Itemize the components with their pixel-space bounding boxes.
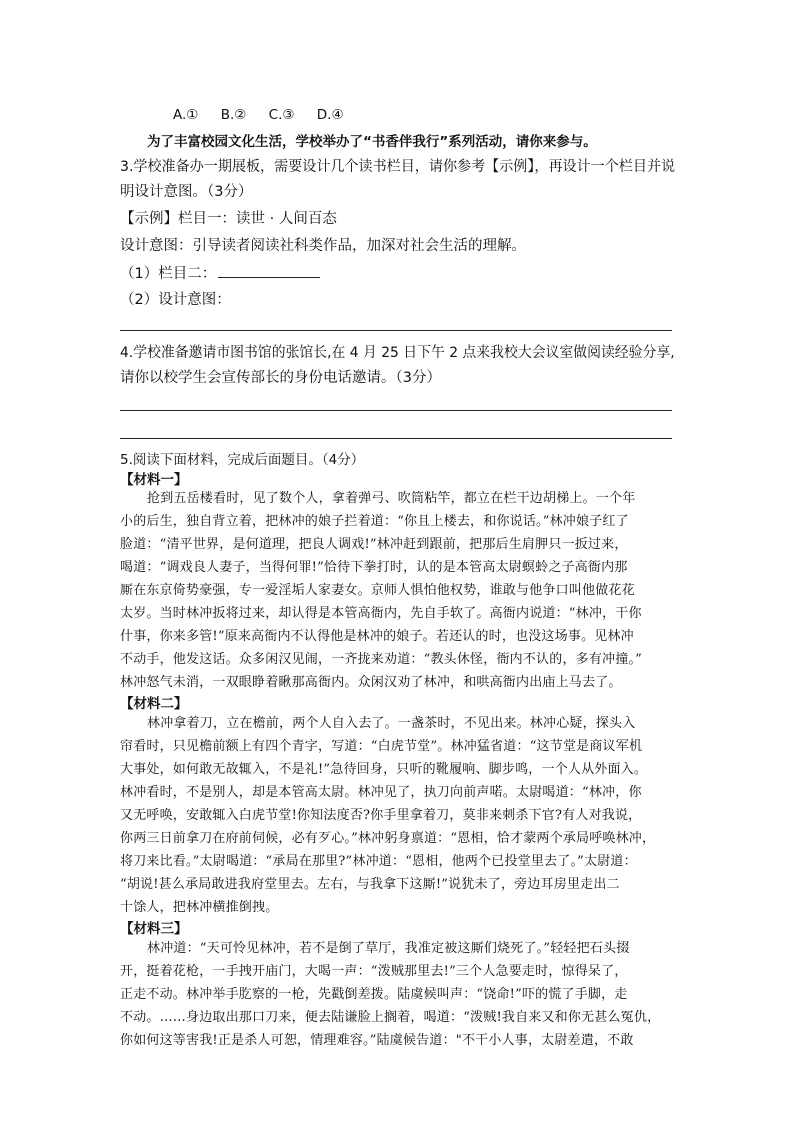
q4-line1: 4.学校准备邀请市图书馆的张馆长,在 4 月 25 日下午 2 点来我校大会议室做阅读经验分享, bbox=[120, 345, 675, 361]
q3-answer-line[interactable] bbox=[120, 330, 672, 331]
q3-line1: 3.学校准备办一期展板，需要设计几个读书栏目，请你参考【示例】，再设计一个栏目并说 bbox=[120, 159, 676, 175]
q4-answer-line-1[interactable] bbox=[120, 410, 672, 411]
option-c: C.③ bbox=[268, 107, 295, 123]
m2-line: 帘看时，只见檐前额上有四个青字，写道：“白虎节堂”。林冲猛省道：“这节堂是商议军机 bbox=[120, 739, 643, 754]
m3-line: 林冲道：“天可怜见林冲，若不是倒了草厅，我准定被这厮们烧死了。”轻轻把石头掇 bbox=[147, 941, 630, 956]
q3-item1-label: （1）栏目二： bbox=[120, 266, 217, 282]
m1-line: 脸道：“清平世界，是何道理，把良人调戏!”林冲赶到跟前，把那后生肩胛只一扳过来， bbox=[120, 537, 628, 552]
q3-line2: 明设计意图。（3分） bbox=[120, 184, 253, 200]
m2-line: 将刀来比看。”太尉喝道：“承局在那里?”林冲道：“恩相，他两个已投堂里去了。”太尉道： bbox=[120, 854, 637, 869]
material-2-title: 【材料二】 bbox=[120, 696, 188, 712]
option-b: B.② bbox=[220, 107, 247, 123]
m2-line: “胡说!甚么承局敢进我府堂里去。左右，与我拿下这厮!”说犹未了，旁边耳房里走出二 bbox=[120, 877, 620, 892]
column-name-blank[interactable] bbox=[218, 263, 320, 278]
m2-line: 林冲拿着刀，立在檐前，两个人自入去了。一盏茶时，不见出来。林冲心疑，探头入 bbox=[147, 716, 636, 731]
m1-line: 什事，你来多管!”原来高衙内不认得他是林冲的娘子。若还认的时，也没这场事。见林冲 bbox=[120, 629, 634, 644]
m2-line: 林冲看时，不是别人，却是本管高太尉。林冲见了，执刀向前声喏。太尉喝道：“林冲，你 bbox=[120, 785, 642, 800]
q3-example-intent: 设计意图：引导读者阅读社科类作品，加深对社会生活的理解。 bbox=[120, 238, 526, 254]
q4-answer-line-2[interactable] bbox=[120, 438, 672, 439]
answer-options bbox=[173, 106, 362, 124]
q5-line1: 5.阅读下面材料，完成后面题目。（4分） bbox=[120, 452, 365, 468]
q3-item1 bbox=[120, 263, 320, 284]
q3-item2: （2）设计意图： bbox=[120, 292, 231, 308]
m3-line: 开，挺着花枪，一手拽开庙门，大喝一声：“泼贼那里去!”三个人急要走时，惊得呆了， bbox=[120, 964, 628, 979]
option-d: D.④ bbox=[316, 107, 344, 123]
m1-line: 太岁。当时林冲扳将过来，却认得是本管高衙内，先自手软了。高衙内说道：“林冲，干你 bbox=[120, 606, 642, 621]
material-1-title: 【材料一】 bbox=[120, 472, 188, 488]
m3-line: 正走不动。林冲举手肐察的一枪，先戳倒差拨。陆虞候叫声：“饶命!”吓的慌了手脚，走 bbox=[120, 987, 628, 1002]
m2-line: 大事处，如何敢无故辄入，不是礼!”急待回身，只听的靴履响、脚步鸣，一个人从外面入。 bbox=[120, 762, 648, 777]
m1-line: 不动手，他发这话。众多闲汉见闹，一齐拢来劝道：“教头休怪，衙内不认的，多有冲撞。” bbox=[120, 652, 642, 667]
m3-line: 你如何这等害我!正是杀人可恕，情理难容。”陆虞候告道："不干小人事，太尉差遣，不敢 bbox=[120, 1033, 634, 1048]
section-intro: 为了丰富校园文化生活，学校举办了“书香伴我行”系列活动，请你来参与。 bbox=[147, 134, 597, 150]
option-a: A.① bbox=[173, 107, 199, 123]
m1-line: 小的后生，独自背立着，把林冲的娘子拦着道：“你且上楼去，和你说话。”林冲娘子红了 bbox=[120, 514, 629, 529]
m1-line: 抢到五岳楼看时，见了数个人，拿着弹弓、吹筒粘竿，都立在栏干边胡梯上。一个年 bbox=[147, 491, 636, 506]
m2-line: 你两三日前拿刀在府前伺候，必有歹心。”林冲躬身禀道：“恩相，恰才蒙两个承局呼唤林冲， bbox=[120, 831, 656, 846]
m1-line: 喝道：“调戏良人妻子，当得何罪!”恰待下拳打时，认的是本管高太尉螟蛉之子高衙内那 bbox=[120, 560, 628, 575]
q3-example: 【示例】栏目一：读世 · 人间百态 bbox=[120, 211, 337, 227]
m1-line: 林冲怒气未消，一双眼睁着瞅那高衙内。众闲汉劝了林冲，和哄高衙内出庙上马去了。 bbox=[120, 675, 622, 690]
m3-line: 不动。……身边取出那口刀来，便去陆谦脸上搁着，喝道：“泼贼!我自来又和你无甚么冤仇， bbox=[120, 1010, 661, 1025]
m2-line: 又无呼唤，安敢辄入白虎节堂!你知法度否?你手里拿着刀，莫非来刺杀下官?有人对我说， bbox=[120, 808, 642, 823]
m2-line: 十馀人，把林冲横推倒拽。 bbox=[120, 900, 279, 915]
m1-line: 厮在东京倚势豪强，专一爱淫垢人家妻女。京师人惧怕他权势，谁敢与他争口叫他做花花 bbox=[120, 583, 635, 598]
q4-line2: 请你以校学生会宣传部长的身份电话邀请。（3分） bbox=[120, 370, 441, 386]
material-3-title: 【材料三】 bbox=[120, 921, 188, 937]
